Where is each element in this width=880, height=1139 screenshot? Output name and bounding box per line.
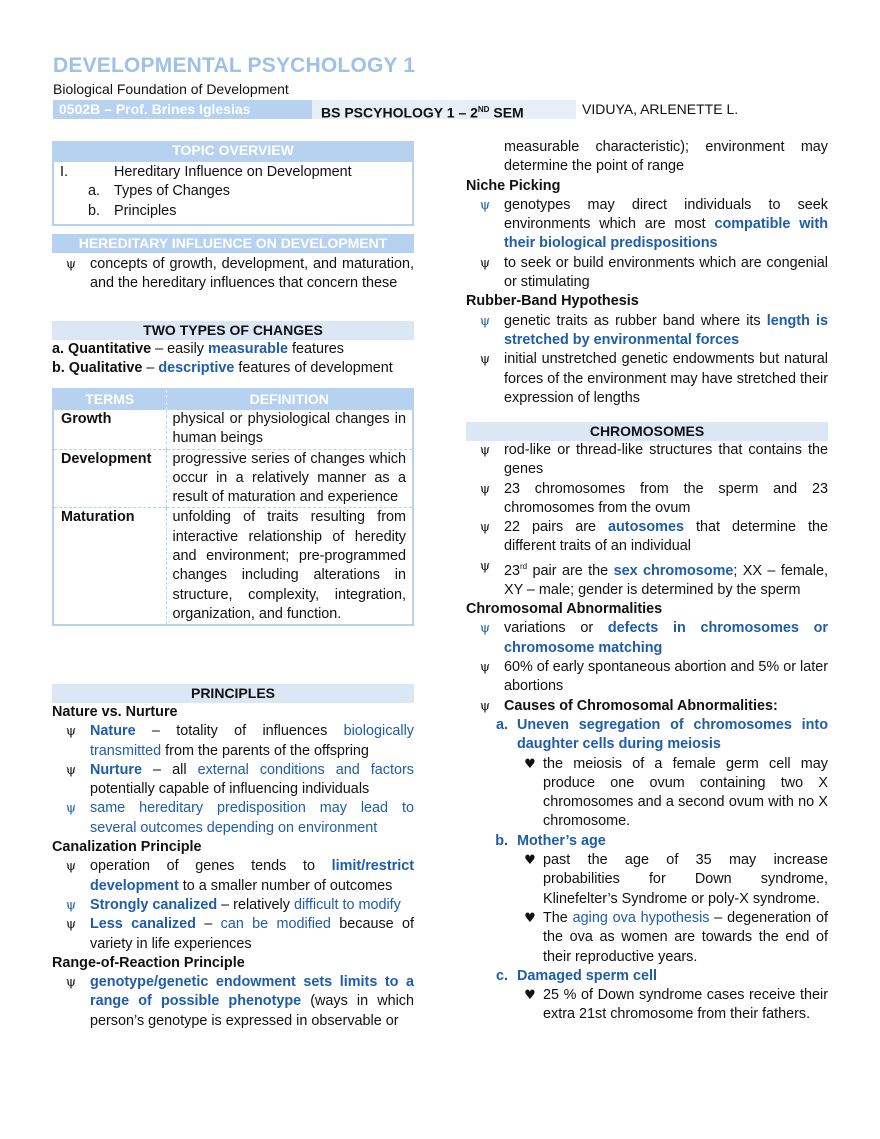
range-heading: Range-of-Reaction Principle	[52, 954, 245, 971]
qualitative-line: b. Qualitative – descriptive features of development	[52, 360, 393, 377]
list-item: ψ Nurture – all external conditions and factors potentially capable of influencing individuals	[52, 761, 414, 800]
psi-bullet-icon: ψ	[479, 443, 491, 458]
list-item: ♥ past the age of 35 may increase probabilities for Down syndrome, Klinefelter’s Syndrome or poly-X syndrome.	[466, 851, 828, 909]
psi-bullet-icon: ψ	[65, 801, 77, 817]
list-item: ψ Less canalized – can be modified because of variety in life experiences	[52, 915, 414, 954]
list-item-continued: measurable characteristic); environment may determine the point of range	[504, 139, 828, 175]
hereditary-text: concepts of growth, development, and maturation, and the hereditary influences that concern these	[90, 256, 414, 292]
header-bar	[53, 100, 576, 119]
psi-bullet-icon: ψ	[479, 520, 491, 536]
course-label: BS PSCYHOLOGY 1 – 2ND SEM	[312, 100, 576, 119]
psi-bullet-icon: ψ	[479, 313, 491, 329]
abnormalities-heading: Chromosomal Abnormalities	[466, 601, 663, 618]
overview-num: b.	[88, 202, 101, 219]
list-item: ψ operation of genes tends to limit/restrict development to a smaller number of outcomes	[52, 857, 414, 896]
heart-bullet-icon: ♥	[524, 910, 536, 926]
chromosomes-section	[466, 422, 828, 1025]
terms-table	[52, 388, 414, 626]
psi-bullet-icon: ψ	[65, 917, 77, 933]
psi-bullet-icon: ψ	[65, 859, 77, 875]
topic-overview	[52, 141, 414, 226]
nature-nurture-heading: Nature vs. Nurture	[52, 704, 178, 720]
psi-bullet-icon: ψ	[479, 197, 491, 213]
doc-title: DEVELOPMENTAL PSYCHOLOGY 1	[53, 54, 416, 77]
table-row: Growth physical or physiological changes in human beings	[53, 410, 413, 450]
hereditary-title: HEREDITARY INFLUENCE ON DEVELOPMENT	[52, 234, 414, 253]
list-item: ψ 23 chromosomes from the sperm and 23 chromosomes from the ovum	[466, 480, 828, 519]
overview-item: Hereditary Influence on Development	[114, 164, 352, 180]
overview-item: Principles	[114, 202, 177, 219]
chromosomes-title: CHROMOSOMES	[466, 422, 828, 441]
list-item: ψ 22 pairs are autosomes that determine the different traits of an individual	[466, 518, 828, 557]
terms-header: TERMS	[53, 389, 166, 410]
list-item: ψ same hereditary predisposition may lead to several outcomes depending on environment	[52, 799, 414, 838]
principles-section	[52, 684, 414, 1031]
psi-bullet-icon: ψ	[479, 621, 491, 637]
list-item: ψ 60% of early spontaneous abortion and 5% or later abortions	[466, 658, 828, 697]
changes-section	[52, 321, 414, 379]
list-item: ψ Nature – totality of influences biologically transmitted from the parents of the offspring	[52, 722, 414, 761]
canalization-heading: Canalization Principle	[52, 839, 202, 856]
psi-bullet-icon: ψ	[479, 352, 491, 368]
cause-item: b. Mother’s age	[495, 832, 606, 849]
definition-header: DEFINITION	[166, 389, 413, 410]
table-row: Development progressive series of changes which occur in a relatively manner as a result of maturation and experience	[53, 449, 413, 508]
table-row: Maturation unfolding of traits resulting from interactive relationship of heredity and environment; pre-programmed changes including alterations in structure, complexity, integration, organization, and function.	[53, 508, 413, 625]
heart-bullet-icon: ♥	[524, 988, 536, 1004]
list-item: ♥ 25 % of Down syndrome cases receive their extra 21st chromosome from their fathers.	[466, 986, 828, 1025]
list-item: ψ Causes of Chromosomal Abnormalities:	[466, 697, 828, 716]
list-item: ♥ the meiosis of a female germ cell may produce one ovum containing two X chromosomes and a second ovum with no X chromosome.	[466, 755, 828, 832]
list-item: ψ Strongly canalized – relatively difficult to modify	[52, 896, 414, 915]
list-item: ψ to seek or build environments which are congenial or stimulating	[466, 254, 828, 293]
psi-bullet-icon: ψ	[65, 762, 77, 778]
list-item: ψ initial unstretched genetic endowments but natural forces of the environment may have stretched their expression of lengths	[466, 350, 828, 408]
list-item: ψ genotype/genetic endowment sets limits to a range of possible phenotype (ways in which person’s genotype is expressed in observable or	[52, 973, 414, 1031]
doc-subtitle: Biological Foundation of Development	[53, 81, 289, 97]
changes-title: TWO TYPES OF CHANGES	[52, 321, 414, 340]
psi-bullet-icon: ψ	[479, 255, 491, 271]
list-item: ♥ The aging ova hypothesis – degeneration of the ova as women are towards the end of their reproductive years.	[466, 909, 828, 967]
overview-num: a.	[88, 183, 101, 200]
student-name: VIDUYA, ARLENETTE L.	[582, 101, 739, 117]
psi-bullet-icon: ψ	[65, 257, 77, 272]
list-item: ψ genetic traits as rubber band where its length is stretched by environmental forces	[466, 312, 828, 351]
hereditary-section	[52, 234, 414, 294]
principles-title: PRINCIPLES	[52, 684, 414, 703]
psi-bullet-icon: ψ	[479, 660, 491, 676]
overview-title: TOPIC OVERVIEW	[52, 141, 414, 160]
heart-bullet-icon: ♥	[524, 756, 536, 772]
psi-bullet-icon: ψ	[479, 558, 491, 574]
psi-bullet-icon: ψ	[479, 698, 491, 714]
list-item: ψ rod-like or thread-like structures that contains the genes	[466, 441, 828, 480]
quantitative-line: a. Quantitative – easily measurable features	[52, 341, 344, 357]
overview-item: Types of Changes	[114, 183, 230, 200]
section-label: 0502B – Prof. Brines Iglesias	[53, 100, 312, 119]
psi-bullet-icon: ψ	[65, 897, 77, 913]
overview-num: I.	[60, 164, 68, 180]
heart-bullet-icon: ♥	[524, 853, 536, 869]
list-item: ψ 23rd pair are the sex chromosome; XX – female, XY – male; gender is determined by the sperm	[466, 557, 828, 600]
niche-heading: Niche Picking	[466, 177, 561, 194]
psi-bullet-icon: ψ	[65, 975, 77, 991]
psi-bullet-icon: ψ	[479, 481, 491, 497]
list-item: ψ variations or defects in chromosomes or chromosome matching	[466, 619, 828, 658]
cause-item: a. Uneven segregation of chromosomes into daughter cells during meiosis	[495, 716, 828, 753]
psi-bullet-icon: ψ	[65, 724, 77, 740]
rubber-band-heading: Rubber-Band Hypothesis	[466, 293, 639, 310]
list-item: ψ genotypes may direct individuals to seek environments which are most compatible with their biological predispositions	[466, 196, 828, 254]
cause-item: c. Damaged sperm cell	[495, 967, 657, 984]
